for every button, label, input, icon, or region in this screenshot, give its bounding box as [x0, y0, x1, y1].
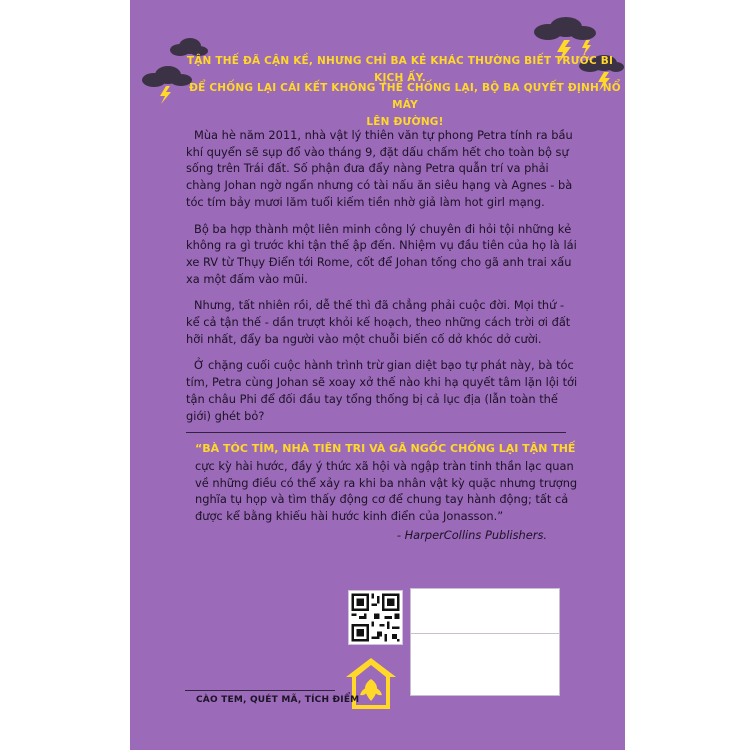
quote-attribution: - HarperCollins Publishers. [396, 528, 547, 542]
quote-text: cực kỳ hài hước, đầy ý thức xã hội và ngập tràn tinh thần lạc quan về những điều có thể xảy ra khi ba nhân vật kỳ quặc nhưng trượng nghĩa tụ họp và tìm thấy động cơ để chung tay hành động; tất cả được kể bằng khiếu hài hước kinh điển của Jonasson.” [195, 458, 578, 524]
quote-open-mark: “ [195, 442, 203, 455]
qr-code[interactable] [348, 590, 403, 645]
quote-divider [186, 432, 566, 433]
barcode-area [410, 588, 560, 696]
synopsis [186, 127, 581, 434]
tagline-line-1: TẬN THẾ ĐÃ CẬN KỀ, NHƯNG CHỈ BA KẺ KHÁC THƯỜNG BIẾT TRƯỚC BI KỊCH ẤY. [186, 55, 614, 84]
tagline-line-2 [185, 80, 625, 131]
synopsis-paragraph-2: Bộ ba hợp thành một liên minh công lý chuyên đi hỏi tội những kẻ không ra gì trước khi tận thế ập đến. Nhiệm vụ đầu tiên của họ là lái xe RV từ Thụy Điển tới Rome, cốt để Johan tống cho gã anh trai xấu xa một đấm vào mũi. [186, 221, 577, 286]
tagline-line-2a: ĐỂ CHỐNG LẠI CÁI KẾT KHÔNG THỂ CHỐNG LẠI, BỘ BA QUYẾT ĐỊNH NỔ MÁY [189, 82, 621, 111]
barcode-divider [411, 633, 559, 634]
synopsis-paragraph-3: Nhưng, tất nhiên rồi, dễ thế thì đã chẳng phải cuộc đời. Mọi thứ - kể cả tận thế - dần trượt khỏi kế hoạch, theo những cách trời ơi đất hỡi nhất, đẩy ba người vào một chuỗi biến cố dở khóc dở cười. [186, 298, 571, 346]
tagline-line-2b: LÊN ĐƯỜNG! [366, 116, 444, 128]
promo-divider [185, 690, 335, 691]
quote-title: BÀ TÓC TÍM, NHÀ TIÊN TRI VÀ GÃ NGỐC CHỐNG LẠI TẬN THẾ [202, 442, 576, 455]
review-quote [195, 440, 590, 525]
synopsis-paragraph-1: Mùa hè năm 2011, nhà vật lý thiên văn tự phong Petra tính ra bầu khí quyển sẽ sụp đổ vào tháng 9, đặt dấu chấm hết cho toàn bộ sự sống trên Trái đất. Số phận đưa đẩy nàng Petra quẫn trí va phải chàng Johan ngờ ngẩn nhưng có tài nấu ăn siêu hạng và Agnes - bà tóc tím bảy mươi lăm tuổi kiếm tiền nhờ giả làm hot girl mạng. [186, 128, 573, 209]
promo-label: CÀO TEM, QUÉT MÃ, TÍCH ĐIỂM [196, 695, 360, 705]
synopsis-paragraph-4: Ở chặng cuối cuộc hành trình trừ gian diệt bạo tự phát này, bà tóc tím, Petra cùng Johan sẽ xoay xở thế nào khi hạ quyết tâm lặn lội tới tận châu Phi để đối đầu tay tổng thống bị cả lục địa (lẫn toàn thế giới) ghét bỏ? [186, 358, 578, 423]
